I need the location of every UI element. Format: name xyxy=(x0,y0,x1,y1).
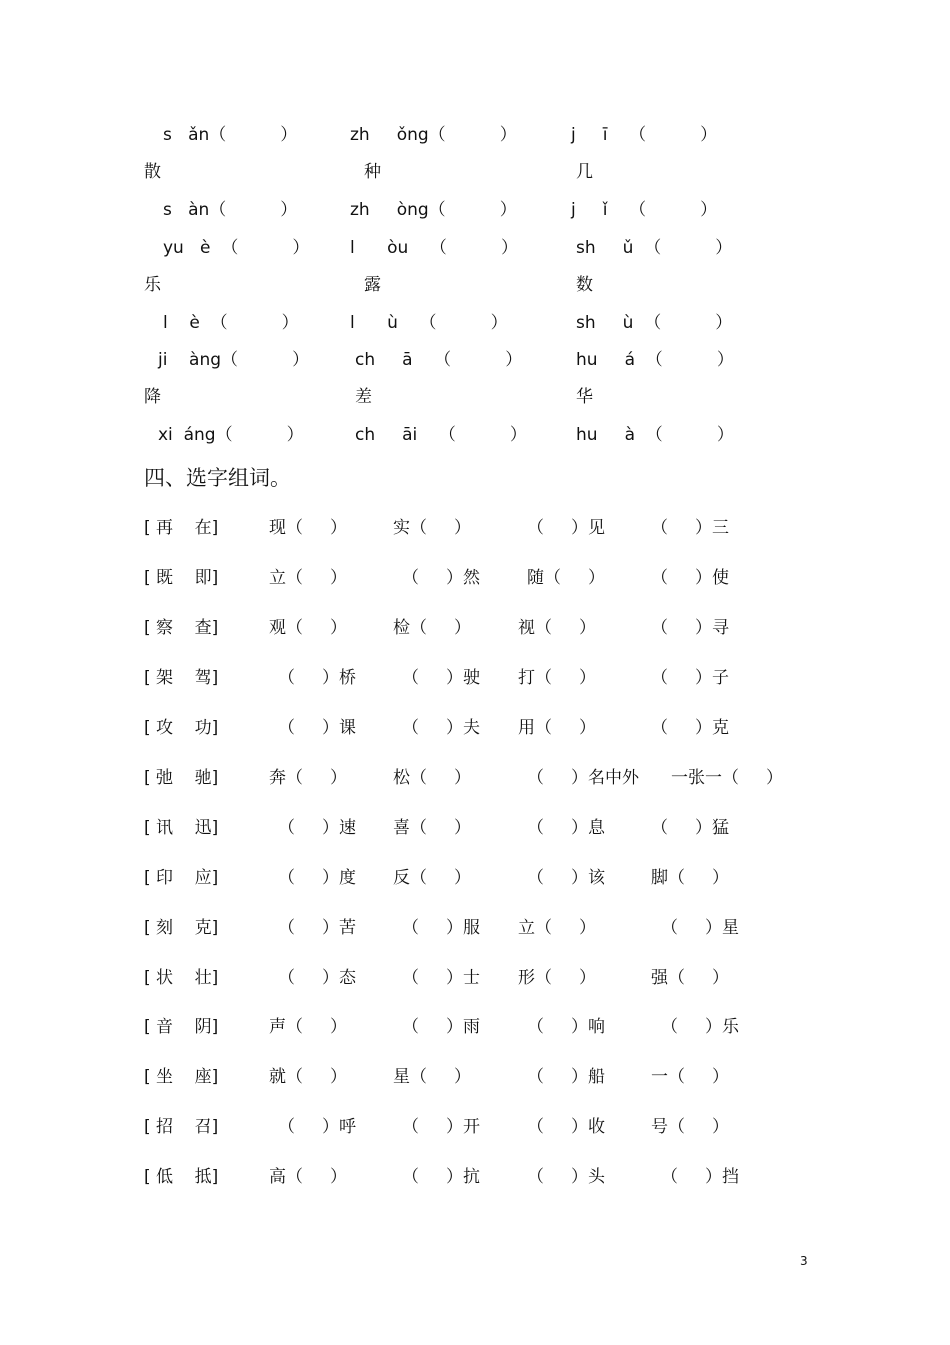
pinyin-cell: j ǐ （ ） xyxy=(571,200,718,220)
word-blank: 检（ ） xyxy=(393,618,472,638)
word-blank: 脚（ ） xyxy=(651,868,730,888)
choice-label: [ 察 查] xyxy=(144,618,219,638)
choice-label: [ 印 应] xyxy=(144,868,219,888)
choice-label: [ 弛 驰] xyxy=(144,768,219,788)
pinyin-cell: s ǎn（ ） xyxy=(163,125,298,145)
choice-label: [ 招 召] xyxy=(144,1117,219,1137)
pinyin-cell: xi áng（ ） xyxy=(158,425,304,445)
word-blank: （ ）挡 xyxy=(661,1167,740,1187)
word-blank: 一张一（ ） xyxy=(671,768,784,788)
word-blank: 反（ ） xyxy=(393,868,472,888)
choice-label: [ 音 阴] xyxy=(144,1017,219,1037)
word-blank: 立（ ） xyxy=(518,918,597,938)
word-blank: （ ）速 xyxy=(278,818,357,838)
word-blank: （ ）使 xyxy=(651,568,730,588)
pinyin-cell: l ù （ ） xyxy=(350,313,508,333)
choice-label: [ 讯 迅] xyxy=(144,818,219,838)
word-blank: （ ）抗 xyxy=(402,1167,481,1187)
pinyin-cell: sh ù （ ） xyxy=(576,313,733,333)
word-blank: 奔（ ） xyxy=(269,768,348,788)
word-blank: （ ）开 xyxy=(402,1117,481,1137)
word-blank: （ ）名中外 xyxy=(527,768,640,788)
polyphonic-char: 几 xyxy=(576,162,593,182)
pinyin-cell: ch āi （ ） xyxy=(355,425,527,445)
word-blank: （ ）息 xyxy=(527,818,606,838)
word-blank: （ ）呼 xyxy=(278,1117,357,1137)
pinyin-cell: s àn（ ） xyxy=(163,200,298,220)
word-blank: 号（ ） xyxy=(651,1117,730,1137)
word-blank: （ ）驶 xyxy=(402,668,481,688)
word-blank: （ ）头 xyxy=(527,1167,606,1187)
polyphonic-char: 降 xyxy=(144,387,161,407)
pinyin-cell: zh òng（ ） xyxy=(350,200,517,220)
word-blank: （ ）雨 xyxy=(402,1017,481,1037)
pinyin-cell: j ī （ ） xyxy=(571,125,718,145)
word-blank: （ ）响 xyxy=(527,1017,606,1037)
word-blank: （ ）猛 xyxy=(651,818,730,838)
word-blank: （ ）然 xyxy=(402,568,481,588)
word-blank: 现（ ） xyxy=(269,518,348,538)
pinyin-cell: ch ā （ ） xyxy=(355,350,523,370)
word-blank: （ ）服 xyxy=(402,918,481,938)
word-blank: 打（ ） xyxy=(518,668,597,688)
pinyin-cell: hu à （ ） xyxy=(576,425,734,445)
word-blank: 用（ ） xyxy=(518,718,597,738)
polyphonic-char: 华 xyxy=(576,387,593,407)
pinyin-cell: zh ǒng（ ） xyxy=(350,125,517,145)
polyphonic-char: 差 xyxy=(355,387,372,407)
word-blank: 声（ ） xyxy=(269,1017,348,1037)
word-blank: 喜（ ） xyxy=(393,818,472,838)
polyphonic-char: 数 xyxy=(576,275,593,295)
word-blank: （ ）桥 xyxy=(278,668,357,688)
polyphonic-char: 乐 xyxy=(144,275,161,295)
word-blank: 一（ ） xyxy=(651,1067,730,1087)
page-number: 3 xyxy=(800,1254,808,1268)
choice-label: [ 再 在] xyxy=(144,518,219,538)
polyphonic-char: 种 xyxy=(364,162,381,182)
pinyin-cell: ji àng（ ） xyxy=(158,350,310,370)
word-blank: 松（ ） xyxy=(393,768,472,788)
polyphonic-char: 露 xyxy=(364,275,381,295)
pinyin-cell: l è （ ） xyxy=(163,313,299,333)
word-blank: 强（ ） xyxy=(651,968,730,988)
word-blank: 随（ ） xyxy=(527,568,606,588)
choice-label: [ 坐 座] xyxy=(144,1067,219,1087)
word-blank: 观（ ） xyxy=(269,618,348,638)
choice-label: [ 攻 功] xyxy=(144,718,219,738)
word-blank: （ ）士 xyxy=(402,968,481,988)
word-blank: 视（ ） xyxy=(518,618,597,638)
word-blank: （ ）度 xyxy=(278,868,357,888)
word-blank: 立（ ） xyxy=(269,568,348,588)
word-blank: 形（ ） xyxy=(518,968,597,988)
choice-label: [ 低 抵] xyxy=(144,1167,219,1187)
word-blank: 高（ ） xyxy=(269,1167,348,1187)
choice-label: [ 既 即] xyxy=(144,568,219,588)
pinyin-cell: yu è （ ） xyxy=(163,238,310,258)
word-blank: （ ）船 xyxy=(527,1067,606,1087)
word-blank: （ ）子 xyxy=(651,668,730,688)
word-blank: （ ）收 xyxy=(527,1117,606,1137)
pinyin-cell: sh ǔ （ ） xyxy=(576,238,733,258)
pinyin-cell: hu á （ ） xyxy=(576,350,734,370)
word-blank: （ ）星 xyxy=(661,918,740,938)
word-blank: （ ）夫 xyxy=(402,718,481,738)
choice-label: [ 架 驾] xyxy=(144,668,219,688)
word-blank: 实（ ） xyxy=(393,518,472,538)
choice-label: [ 状 壮] xyxy=(144,968,219,988)
section-title: 四、选字组词。 xyxy=(144,466,291,490)
word-blank: （ ）乐 xyxy=(661,1017,740,1037)
word-blank: 星（ ） xyxy=(393,1067,472,1087)
word-blank: （ ）态 xyxy=(278,968,357,988)
word-blank: 就（ ） xyxy=(269,1067,348,1087)
word-blank: （ ）课 xyxy=(278,718,357,738)
polyphonic-char: 散 xyxy=(144,162,161,182)
pinyin-cell: l òu （ ） xyxy=(350,238,518,258)
word-blank: （ ）见 xyxy=(527,518,606,538)
word-blank: （ ）克 xyxy=(651,718,730,738)
word-blank: （ ）该 xyxy=(527,868,606,888)
word-blank: （ ）寻 xyxy=(651,618,730,638)
word-blank: （ ）三 xyxy=(651,518,730,538)
word-blank: （ ）苦 xyxy=(278,918,357,938)
choice-label: [ 刻 克] xyxy=(144,918,219,938)
